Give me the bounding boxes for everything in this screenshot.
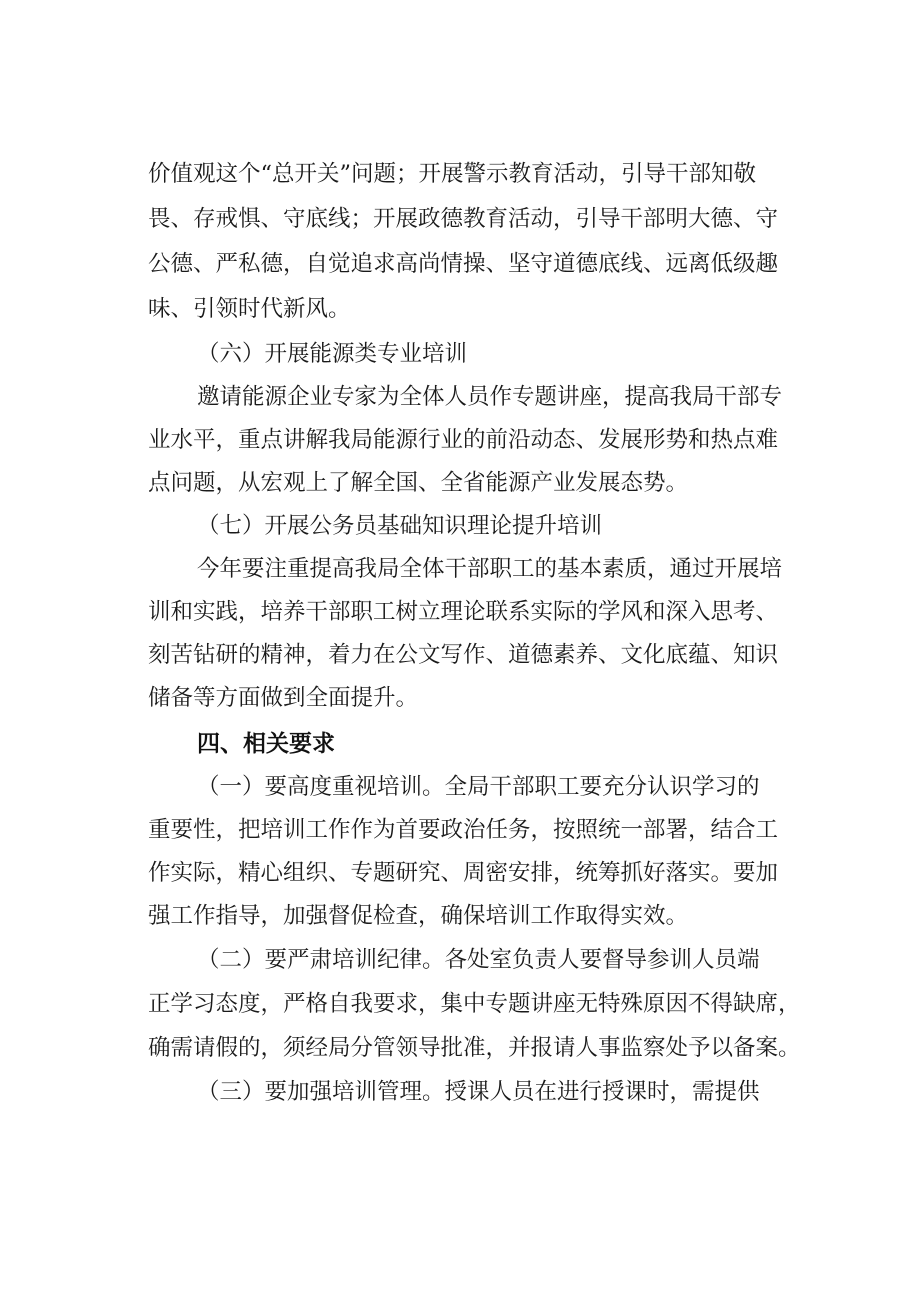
paragraph-line: 正学习态度，严格自我要求，集中专题讲座无特殊原因不得缺席，	[148, 991, 801, 1017]
paragraph-line: 重要性，把培训工作作为首要政治任务，按照统一部署，结合工	[148, 817, 779, 843]
paragraph-line: 畏、存戒惧、守底线；开展政德教育活动，引导干部明大德、守	[148, 206, 779, 232]
paragraph-line: 邀请能源企业专家为全体人员作专题讲座，提高我局干部专	[197, 384, 783, 410]
section-heading: 四、相关要求	[197, 731, 335, 757]
paragraph-line: 点问题，从宏观上了解全国、全省能源产业发展态势。	[148, 470, 689, 496]
paragraph-line: 味、引领时代新风。	[148, 296, 351, 322]
section-subheading: （六）开展能源类专业培训	[197, 341, 468, 367]
paragraph-line: 今年要注重提高我局全体干部职工的基本素质，通过开展培	[197, 556, 783, 582]
paragraph-line: 储备等方面做到全面提升。	[148, 685, 419, 711]
paragraph-line: 作实际，精心组织、专题研究、周密安排，统筹抓好落实。要加	[148, 860, 779, 886]
paragraph-line: 训和实践，培养干部职工树立理论联系实际的学风和深入思考、	[148, 599, 779, 625]
paragraph-line: 确需请假的，须经局分管领导批准，并报请人事监察处予以备案。	[148, 1035, 801, 1061]
paragraph-line: （一）要高度重视培训。全局干部职工要充分认识学习的	[197, 774, 760, 800]
paragraph-line: 业水平，重点讲解我局能源行业的前沿动态、发展形势和热点难	[148, 427, 779, 453]
paragraph-line: 价值观这个“总开关”问题；开展警示教育活动，引导干部知敬	[148, 161, 757, 187]
paragraph-line: 刻苦钻研的精神，着力在公文写作、道德素养、文化底蕴、知识	[148, 642, 779, 668]
paragraph-line: （三）要加强培训管理。授课人员在进行授课时，需提供	[197, 1079, 760, 1105]
paragraph-line: 强工作指导，加强督促检查，确保培训工作取得实效。	[148, 903, 689, 929]
paragraph-line: 公德、严私德，自觉追求高尚情操、坚守道德底线、远离低级趣	[148, 251, 779, 277]
paragraph-line: （二）要严肃培训纪律。各处室负责人要督导参训人员端	[197, 947, 760, 973]
section-subheading: （七）开展公务员基础知识理论提升培训	[197, 513, 603, 539]
